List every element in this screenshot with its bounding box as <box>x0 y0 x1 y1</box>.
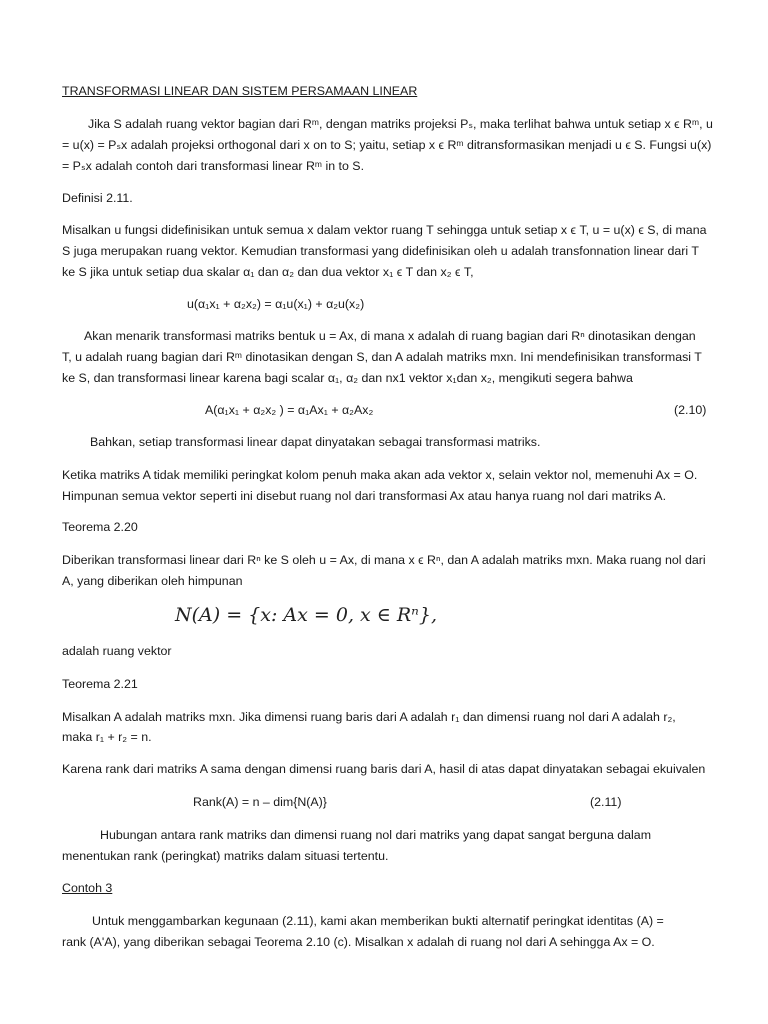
equation-linearity: u(α₁x₁ + α₂x₂) = α₁u(x₁) + α₂u(x₂) <box>187 297 365 311</box>
paragraph-line: Misalkan A adalah matriks mxn. Jika dimensi ruang baris dari A adalah r₁ dan dimensi ruang nol dari A adalah r₂, <box>62 710 676 724</box>
equation-2-10: A(α₁x₁ + α₂x₂ ) = α₁Ax₁ + α₂Ax₂ <box>205 403 374 417</box>
example-heading: Contoh 3 <box>62 881 113 895</box>
paragraph-line: Jika S adalah ruang vektor bagian dari Rᵐ, dengan matriks projeksi Pₛ, maka terlihat bahwa untuk setiap x ϵ Rᵐ, u <box>88 117 713 131</box>
paragraph-line: Misalkan u fungsi didefinisikan untuk semua x dalam vektor ruang T sehingga untuk setiap x ϵ T, u = u(x) ϵ S, di mana <box>62 223 707 237</box>
equation-number: (2.10) <box>674 403 707 417</box>
equation-2-11: Rank(A) = n – dim{N(A)} <box>193 795 327 809</box>
paragraph-line: A, yang diberikan oleh himpunan <box>62 574 243 588</box>
paragraph-line: menentukan rank (peringkat) matriks dalam situasi tertentu. <box>62 849 389 863</box>
paragraph-line: Akan menarik transformasi matriks bentuk u = Ax, di mana x adalah di ruang bagian dari Rⁿ dinotasikan dengan <box>84 329 696 343</box>
theorem-heading: Teorema 2.20 <box>62 520 138 534</box>
theorem-heading: Teorema 2.21 <box>62 677 138 691</box>
paragraph-line: Bahkan, setiap transformasi linear dapat dinyatakan sebagai transformasi matriks. <box>90 435 541 449</box>
equation-number: (2.11) <box>590 795 622 809</box>
page-title: TRANSFORMASI LINEAR DAN SISTEM PERSAMAAN LINEAR <box>62 84 418 98</box>
paragraph-line: S juga merupakan ruang vektor. Kemudian transformasi yang didefinisikan oleh u adalah transfonnation linear dari T <box>62 244 699 258</box>
paragraph-line: Himpunan semua vektor seperti ini disebut ruang nol dari transformasi Ax atau hanya ruang nol dari matriks A. <box>62 489 667 503</box>
paragraph-line: Diberikan transformasi linear dari Rⁿ ke S oleh u = Ax, di mana x ϵ Rⁿ, dan A adalah matriks mxn. Maka ruang nol dari <box>62 553 706 567</box>
paragraph-line: ke S jika untuk setiap dua skalar α₁ dan α₂ dan dua vektor x₁ ϵ T dan x₂ ϵ T, <box>62 265 474 279</box>
paragraph-line: = u(x) = Pₛx adalah projeksi orthogonal dari x on to S; yaitu, setiap x ϵ Rᵐ ditransformasikan menjadi u ϵ S. Fungsi u(x) <box>62 138 712 152</box>
paragraph-line: maka r₁ + r₂ = n. <box>62 730 152 744</box>
paragraph-line: Ketika matriks A tidak memiliki peringkat kolom penuh maka akan ada vektor x, selain vektor nol, memenuhi Ax = O. <box>62 468 698 482</box>
null-space-formula: N(A) = {x: Ax = 0, x ∈ Rⁿ}, <box>175 604 438 626</box>
definition-heading: Definisi 2.11. <box>62 191 133 205</box>
paragraph-line: rank (A'A), yang diberikan sebagai Teorema 2.10 (c). Misalkan x adalah di ruang nol dari A sehingga Ax = O. <box>62 935 655 949</box>
paragraph-line: Hubungan antara rank matriks dan dimensi ruang nol dari matriks yang dapat sangat berguna dalam <box>100 828 652 842</box>
paragraph-line: = Pₛx adalah contoh dari transformasi linear Rᵐ in to S. <box>62 159 365 173</box>
paragraph-line: ke S, dan transformasi linear karena bagi scalar α₁, α₂ dan nx1 vektor x₁dan x₂, mengikuti segera bahwa <box>62 371 633 385</box>
paragraph-line: Untuk menggambarkan kegunaan (2.11), kami akan memberikan bukti alternatif peringkat identitas (A) = <box>92 914 664 928</box>
paragraph-line: T, u adalah ruang bagian dari Rᵐ dinotasikan dengan S, dan A adalah matriks mxn. Ini mendefinisikan transformasi T <box>62 350 702 364</box>
paragraph-line: Karena rank dari matriks A sama dengan dimensi ruang baris dari A, hasil di atas dapat dinyatakan sebagai ekuivalen <box>62 762 706 776</box>
paragraph-line: adalah ruang vektor <box>62 644 172 658</box>
